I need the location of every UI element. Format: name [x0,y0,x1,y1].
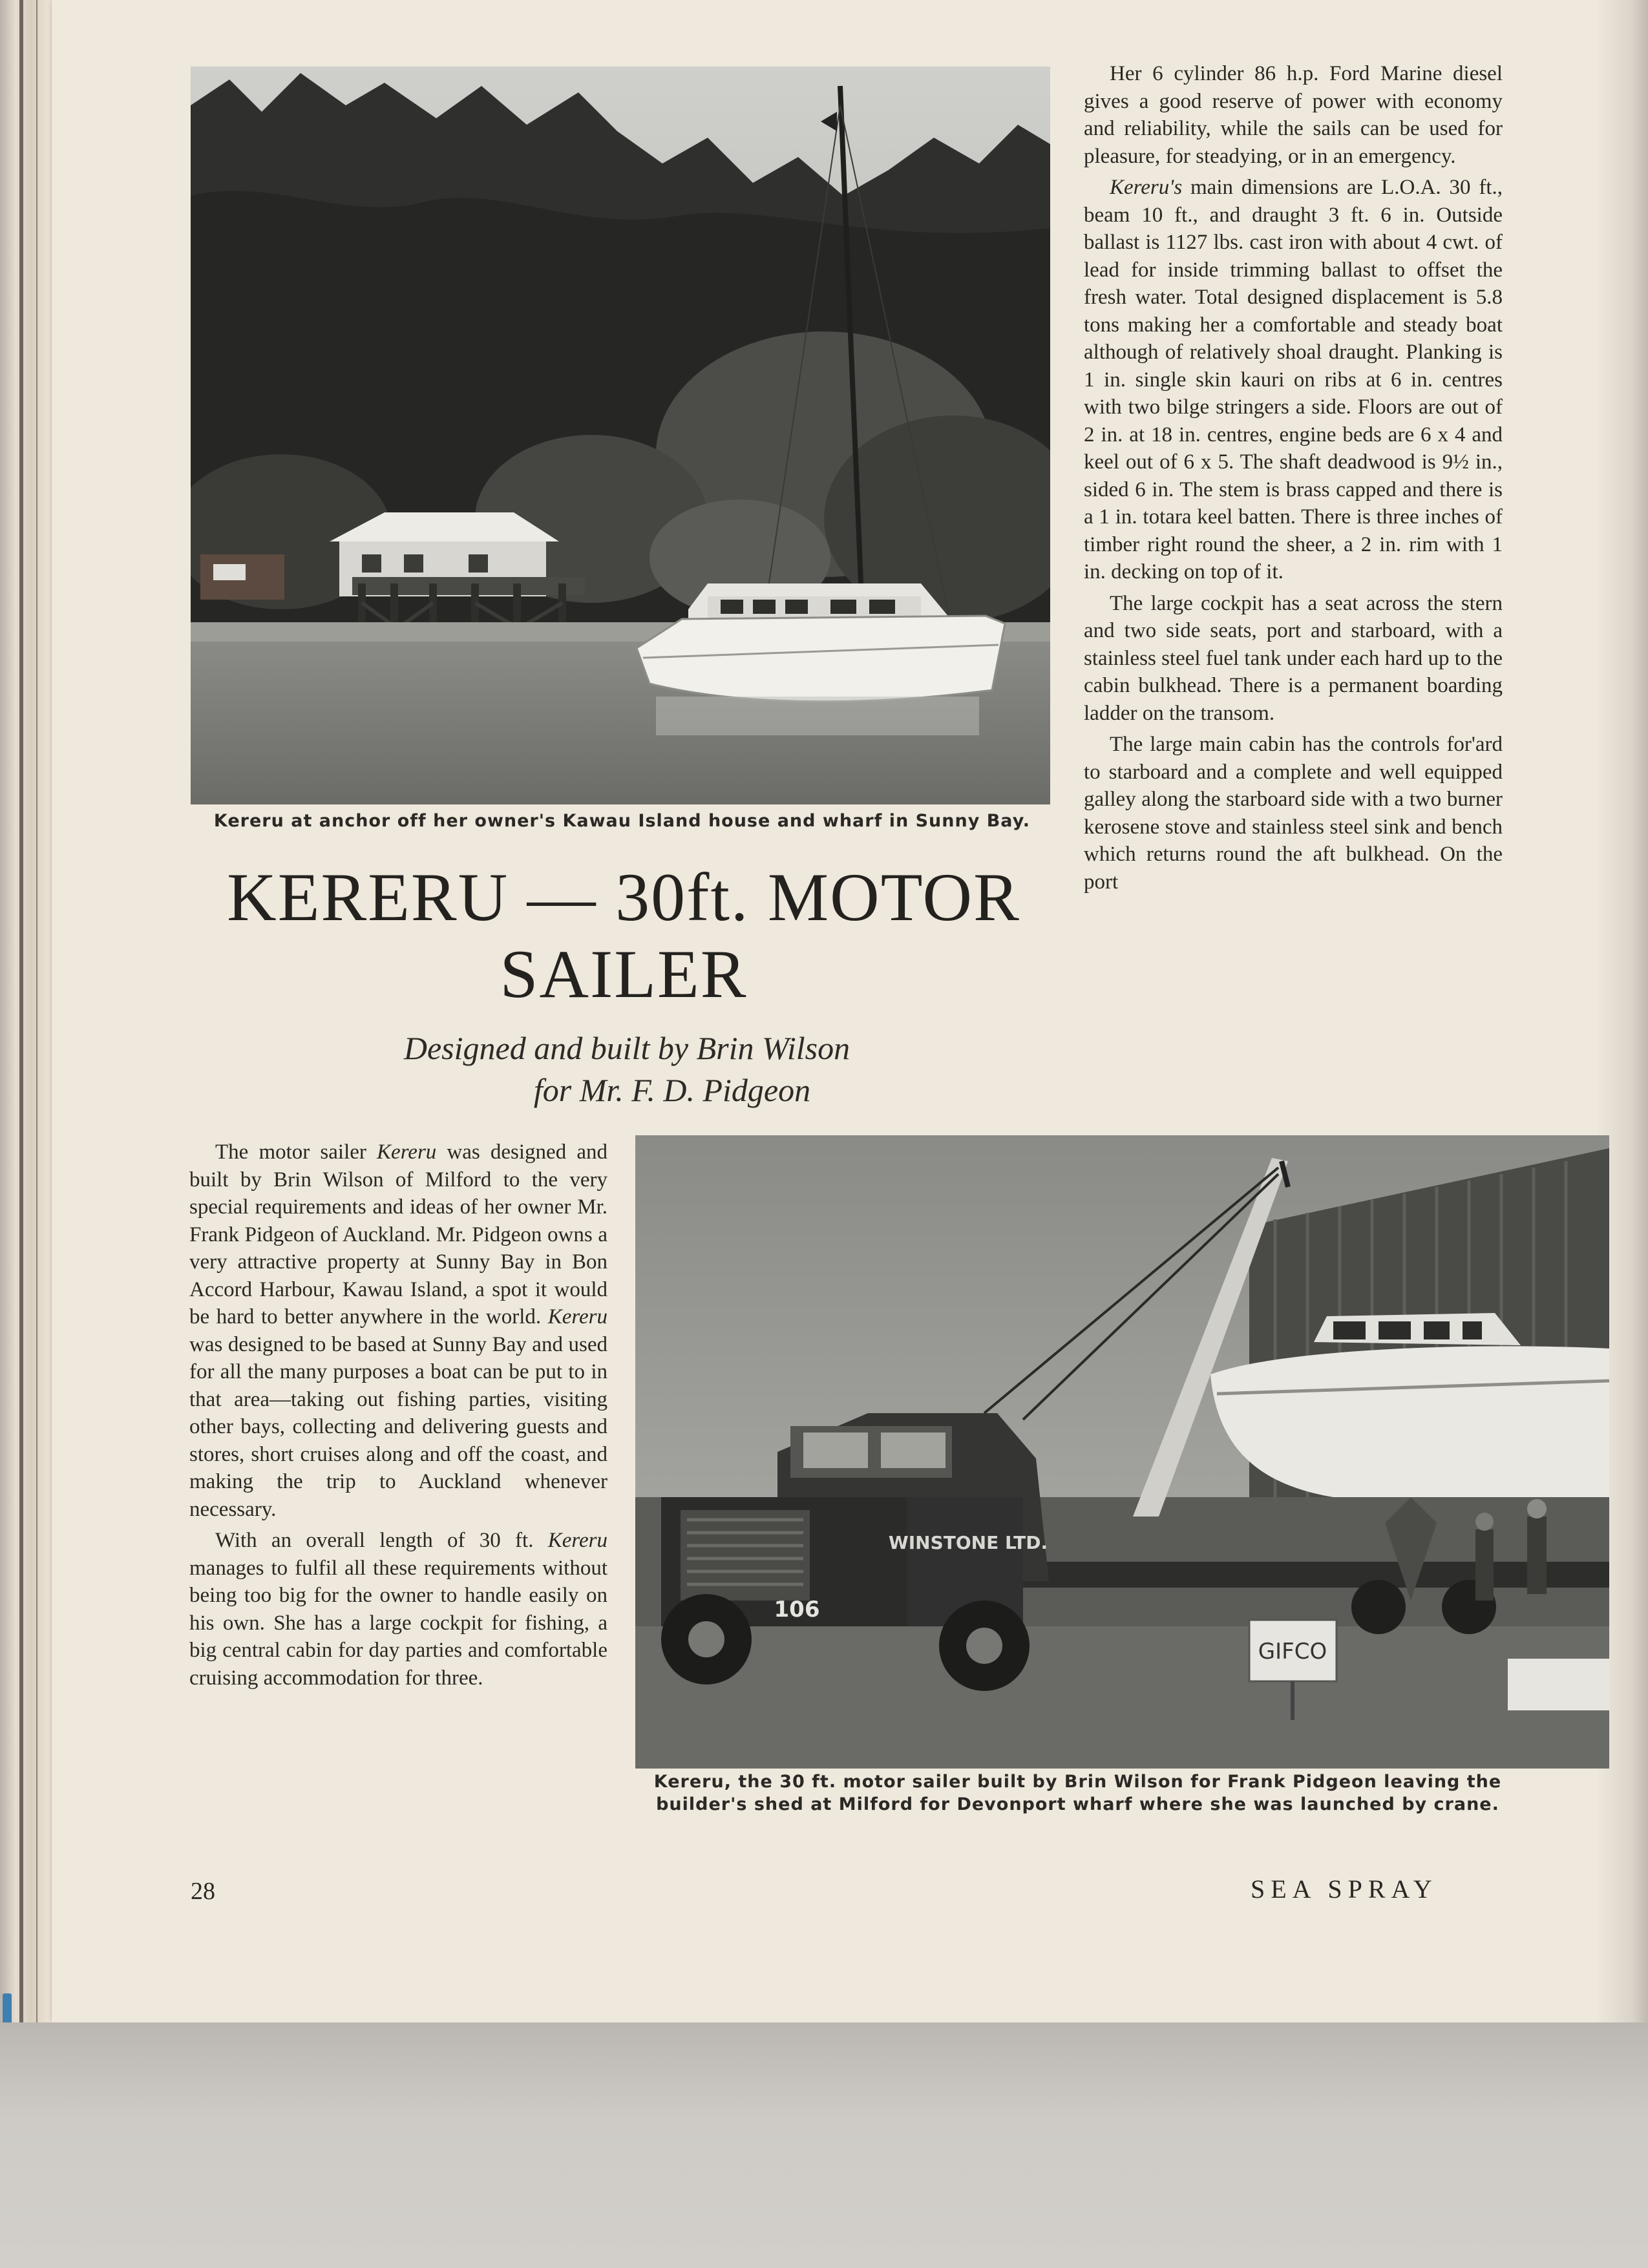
photo-kereru-at-anchor-image [191,67,1050,804]
headline-line-2: SAILER [500,936,748,1012]
truck-number-text: 106 [774,1597,820,1622]
photo-caption-anchor: Kereru at anchor off her owner's Kawau Island house and wharf in Sunny Bay. [213,811,1031,831]
text-run: The large cockpit has a seat across the stern and two side seats, port and starboard, with a stainless steel fuel tank under each hard up to the cabin bulkhead. There is a permanent boarding ladder on the transom. [1084,591,1503,725]
text-run: Her 6 cylinder 86 h.p. Ford Marine diesel gives a good reserve of power with economy and reliability, while the sails can be used for pleasure, for steadying, or in an emergency. [1084,62,1503,168]
cover-edge [3,1993,12,2024]
paragraph [1084,60,1503,170]
italic-text: Kereru [377,1140,437,1164]
byline-line-1: Designed and built by Brin Wilson [403,1030,850,1066]
italic-text: Kereru's [1110,176,1183,199]
photo-truck-transport-image [635,1135,1609,1769]
headline-line-1: KERERU — 30ft. MOTOR [227,859,1020,935]
text-run: The large main cabin has the controls for'ard to starboard and a complete and well equipped galley along the starboard side with a two burner kerosene stove and stainless steel sink and bench which returns round the aft bulkhead. On the port [1084,733,1503,894]
scanner-background [0,2022,1648,2268]
page-binding [0,0,52,2022]
left-text-column [189,1139,607,1692]
binding-edge [19,0,23,2022]
gifco-sign-text: GIFCO [1258,1639,1327,1664]
text-run: manages to fulfil all these requirements without being too big for the owner to handle easily on his own. She has a large cockpit for fishing, a big central cabin for day parties and comfortable cruising accommodation for three. [189,1556,607,1690]
article-headline [191,859,1057,1013]
paragraph [189,1139,607,1523]
page-number: 28 [191,1878,215,1905]
truck-company-text: WINSTONE LTD. [888,1532,1048,1553]
text-run: main dimensions are L.O.A. 30 ft., beam 10 ft., and draught 3 ft. 6 in. Outside ballast is 1127 lbs. cast iron with about 4 cwt. of lead for inside trimming ballast to offset the fresh water. Total designed displacement is 5.8 tons making her a comfortable and steady boat although of relatively shoal draught. Planking is 1 in. single skin kauri on ribs at 6 in. centres with two bilge stringers a side. Floors are out of 2 in. at 18 in. centres, engine beds are 6 x 4 and keel out of 6 x 5. The shaft deadwood is 9½ in., sided 6 in. The stem is brass capped and there is a 1 in. totara keel batten. There is three inches of timber right round the sheer, a 2 in. rim with 1 in. decking on top of it. [1084,176,1503,583]
text-run: With an overall length of 30 ft. [215,1529,548,1552]
italic-text: Kereru [547,1305,607,1328]
italic-text: Kereru [547,1529,607,1552]
binding-edge-inner [36,0,37,2022]
paragraph [1084,590,1503,728]
text-run: was designed and built by Brin Wilson of Milford to the very special requirements and ideas of her owner Mr. Frank Pidgeon of Auckland. Mr. Pidgeon owns a very attractive property at Sunny Bay in Bon Accord Harbour, Kawau Island, a spot it would be hard to better anywhere in the world. [189,1140,607,1328]
paragraph [1084,731,1503,896]
photo-truck-transport [635,1135,1609,1769]
photo-caption-truck: Kereru, the 30 ft. motor sailer built by Brin Wilson for Frank Pidgeon leaving the builder's shed at Milford for Devonport wharf where she was launched by crane. [653,1772,1502,1815]
paragraph [1084,174,1503,586]
photo-kereru-at-anchor [191,67,1050,804]
paragraph [189,1527,607,1692]
right-text-column [1084,60,1503,896]
magazine-name: SEA SPRAY [1251,1874,1438,1904]
article-byline [304,1027,950,1111]
byline-line-2: for Mr. F. D. Pidgeon [533,1072,811,1108]
text-run: The motor sailer [215,1140,377,1164]
text-run: was designed to be based at Sunny Bay and used for all the many purposes a boat can be put to in that area—taking out fishing parties, visiting other bays, collecting and delivering guests and stores, short cruises along and off the coast, and making the trip to Auckland whenever necessary. [189,1332,607,1521]
